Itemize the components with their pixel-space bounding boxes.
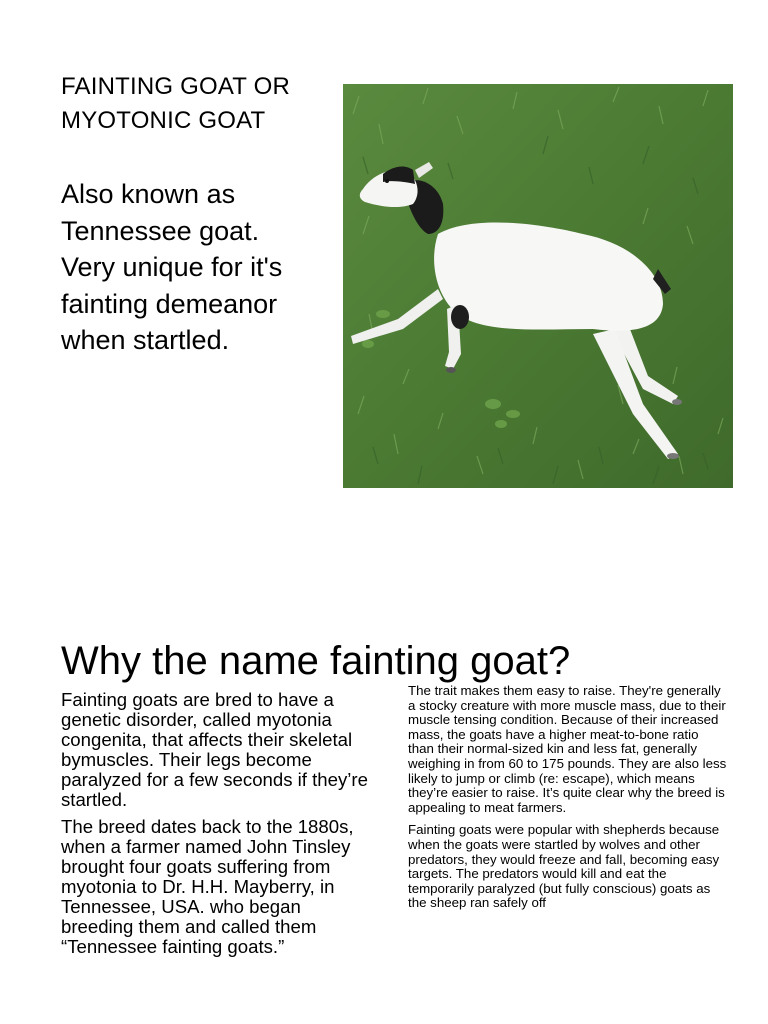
left-text-column bbox=[61, 690, 375, 964]
left-paragraph-genetic-disorder: Fainting goats are bred to have a genetic disorder, called myotonia congenita, that affects their skeletal bymuscles. Their legs become paralyzed for a few seconds if they’re startled. bbox=[61, 689, 368, 810]
right-paragraph-shepherds: Fainting goats were popular with shepherds because when the goats were startled by wolves and other predators, they would freeze and fall, becoming easy targets. The predators would kill and eat the temporarily paralyzed (but fully conscious) goats as the sheep ran safely off bbox=[408, 822, 720, 911]
fainting-goat-photo bbox=[343, 84, 733, 488]
left-paragraph-breed-history: The breed dates back to the 1880s, when a farmer named John Tinsley brought four goats suffering from myotonia to Dr. H.H. Mayberry, in Tennessee, USA. who began breeding them and called them “Tennessee fainting goats.” bbox=[61, 816, 354, 957]
slide1-body-text: Also known as Tennessee goat. Very unique for it's fainting demeanor when startled. bbox=[61, 179, 283, 355]
right-paragraph-easy-to-raise: The trait makes them easy to raise. They're generally a stocky creature with more muscle mass, due to their muscle tensing condition. Because of their increased mass, the goats have a higher meat-to-bone ratio than their normal-sized kin and less fat, generally weighing in from 60 to 175 pounds. They are also less likely to jump or climb (re: escape), which means they’re easier to raise. It’s quite clear why the breed is appealing to meat farmers. bbox=[408, 683, 727, 815]
right-text-column bbox=[408, 684, 728, 919]
slide1-title: FAINTING GOAT OR MYOTONIC GOAT bbox=[61, 73, 290, 134]
slide2-title: Why the name fainting goat? bbox=[61, 639, 571, 683]
